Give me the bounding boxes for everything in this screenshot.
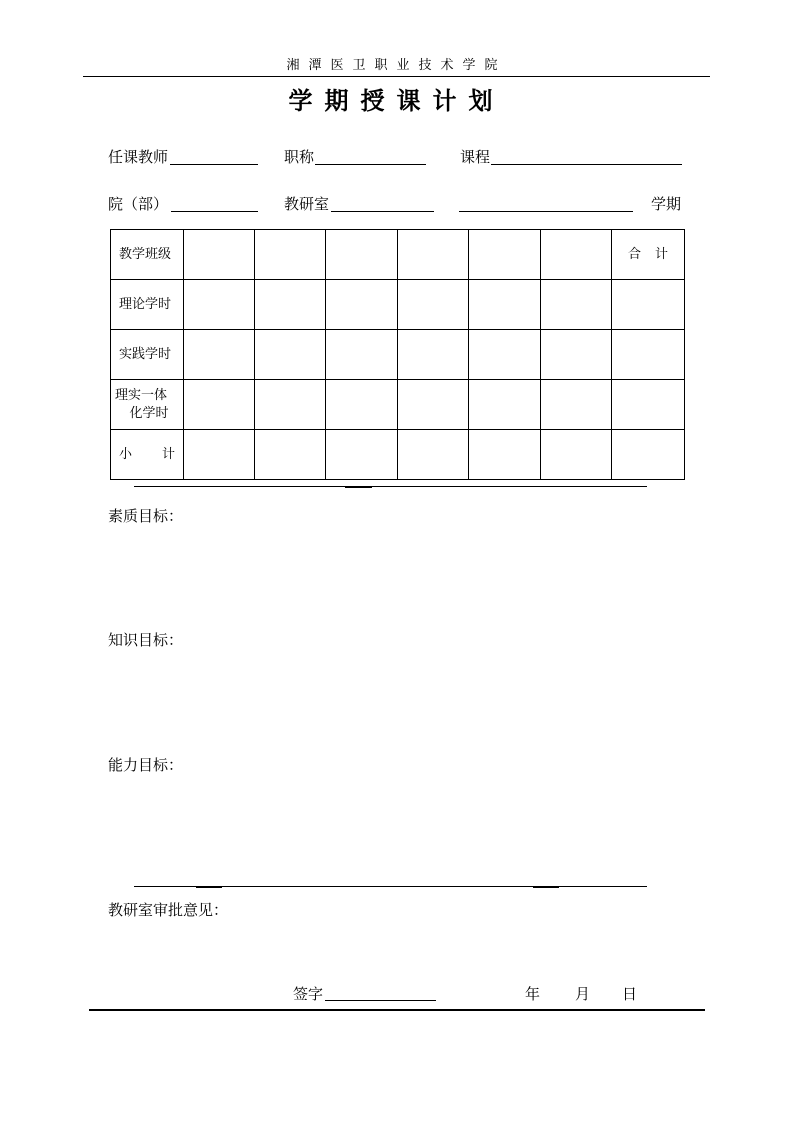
table-cell[interactable] [326, 280, 398, 330]
table-cell[interactable] [469, 280, 541, 330]
department-label: 院（部） [108, 195, 169, 213]
table-cell[interactable] [398, 430, 469, 480]
total-column-header [612, 230, 685, 280]
signature-label: 签字 [293, 985, 324, 1003]
footer-rule [89, 1009, 705, 1011]
table-row [111, 230, 685, 280]
table-cell[interactable] [612, 380, 685, 430]
table-row [111, 380, 685, 430]
table-cell[interactable] [541, 330, 612, 380]
subtotal-label: 小 计 [119, 446, 175, 462]
table-cell[interactable] [469, 380, 541, 430]
table-cell[interactable] [398, 380, 469, 430]
teacher-label: 任课教师 [108, 148, 169, 166]
office-label: 教研室 [284, 195, 330, 213]
row-header-subtotal [111, 430, 184, 480]
quality-objective-label: 素质目标： [108, 507, 184, 525]
integrated-line-1: 理实一体 [115, 387, 168, 403]
table-cell[interactable] [255, 230, 326, 280]
table-cell[interactable] [255, 280, 326, 330]
table-cell[interactable] [184, 430, 255, 480]
table-cell[interactable] [184, 330, 255, 380]
table-cell[interactable] [541, 280, 612, 330]
table-cell[interactable] [255, 380, 326, 430]
table-separator [134, 486, 647, 487]
semester-label: 学期 [651, 195, 682, 213]
integrated-line-2: 化学时 [129, 405, 169, 421]
ability-objective-label: 能力目标： [108, 756, 184, 774]
table-cell[interactable] [398, 330, 469, 380]
knowledge-objective-label: 知识目标： [108, 631, 184, 649]
separator-mark [345, 486, 372, 488]
header-rule [83, 76, 710, 77]
table-cell[interactable] [326, 380, 398, 430]
month-label: 月 [575, 985, 591, 1003]
course-field[interactable] [491, 164, 682, 165]
table-cell[interactable] [469, 230, 541, 280]
course-label: 课程 [460, 148, 491, 166]
semester-field[interactable] [459, 211, 633, 212]
page-title: 学期授课计划 [288, 86, 505, 115]
table-cell[interactable] [255, 330, 326, 380]
table-cell[interactable] [184, 230, 255, 280]
table-cell[interactable] [398, 280, 469, 330]
office-field[interactable] [331, 211, 434, 212]
teacher-field[interactable] [170, 164, 258, 165]
row-header-integrated [111, 380, 184, 430]
title-field[interactable] [315, 164, 426, 165]
table-cell[interactable] [326, 430, 398, 480]
institution-name: 湘潭医卫职业技术学院 [286, 58, 507, 73]
hours-table [110, 229, 685, 480]
table-cell[interactable] [184, 280, 255, 330]
table-cell[interactable] [398, 230, 469, 280]
table-cell[interactable] [612, 280, 685, 330]
separator-mark [196, 886, 222, 888]
table-cell[interactable] [469, 430, 541, 480]
table-row [111, 330, 685, 380]
approval-opinion-label: 教研室审批意见： [108, 901, 229, 919]
signature-field[interactable] [325, 1000, 436, 1001]
day-label: 日 [622, 985, 638, 1003]
table-cell[interactable] [326, 230, 398, 280]
table-cell[interactable] [612, 430, 685, 480]
year-label: 年 [525, 985, 541, 1003]
table-row [111, 280, 685, 330]
table-row [111, 430, 685, 480]
table-cell[interactable] [469, 330, 541, 380]
department-field[interactable] [171, 211, 258, 212]
row-header-practice: 实践学时 [111, 330, 184, 380]
row-header-class: 教学班级 [111, 230, 184, 280]
table-cell[interactable] [541, 230, 612, 280]
table-cell[interactable] [184, 380, 255, 430]
total-label: 合 计 [628, 246, 668, 262]
title-label: 职称 [284, 148, 315, 166]
separator-mark [533, 886, 559, 888]
table-cell[interactable] [326, 330, 398, 380]
table-cell[interactable] [541, 430, 612, 480]
table-cell[interactable] [541, 380, 612, 430]
row-header-theory: 理论学时 [111, 280, 184, 330]
table-cell[interactable] [255, 430, 326, 480]
table-cell[interactable] [612, 330, 685, 380]
